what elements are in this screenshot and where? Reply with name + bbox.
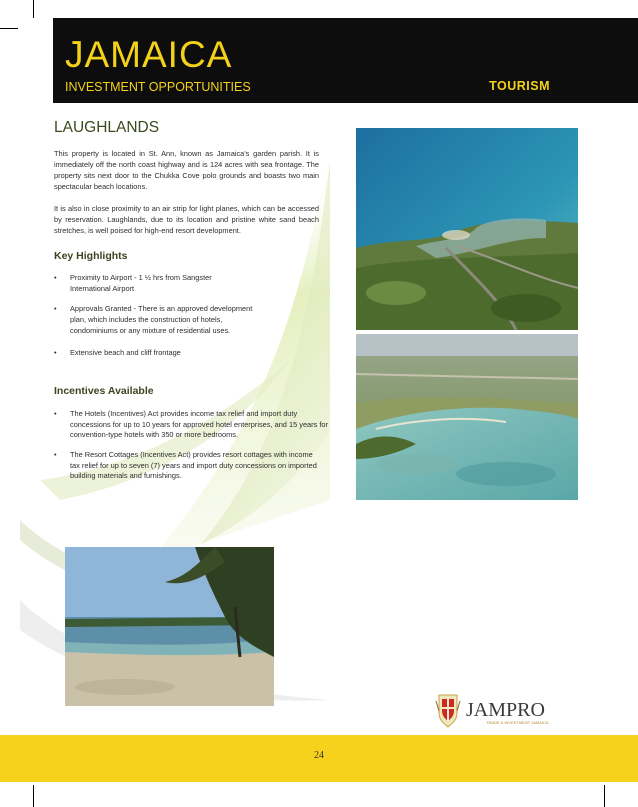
list-item: • Approvals Granted - There is an approved development plan, which includes the construction of hotels, condominiums or any mixture of residential uses. bbox=[54, 304, 253, 336]
beach-photo bbox=[65, 547, 274, 706]
property-heading: LAUGHLANDS bbox=[54, 119, 160, 136]
list-item: • Proximity to Airport - 1 ½ hrs from Sangster International Airport bbox=[54, 273, 240, 294]
aerial-bay-photo bbox=[356, 334, 578, 500]
footer-bar bbox=[0, 735, 638, 782]
header-bar bbox=[53, 18, 638, 103]
page-number: 24 bbox=[314, 750, 324, 761]
list-item: • The Resort Cottages (Incentives Act) provides resort cottages with income tax relief for up to seven (7) years and import duty concessions on imported building materials and furnishings. bbox=[54, 450, 320, 482]
main-content bbox=[54, 119, 328, 482]
list-item: • Extensive beach and cliff frontage bbox=[54, 348, 319, 359]
highlights-list bbox=[54, 273, 319, 358]
logo-wordmark: JAMPRO bbox=[466, 699, 545, 721]
incentives-heading: Incentives Available bbox=[54, 385, 154, 398]
page-title: JAMAICA bbox=[65, 34, 233, 75]
intro-paragraph: This property is located in St. Ann, known as Jamaica's garden parish. It is immediately off the north coast highway and is 124 acres with sea frontage. The property sits next door to the Chukka Cove polo grounds and boasts two main spectacular beach locations. bbox=[54, 148, 319, 192]
logo-tagline: TRADE & INVESTMENT JAMAICA bbox=[486, 720, 549, 725]
incentives-list bbox=[54, 408, 328, 482]
page-subtitle: INVESTMENT OPPORTUNITIES bbox=[65, 80, 251, 94]
intro-paragraph: It is also in close proximity to an air strip for light planes, which can be accessed by reservation. Laughlands, due to its location and pristine white sand beach stretches, is well poised for high-end resort development. bbox=[54, 203, 319, 236]
aerial-coast-photo bbox=[356, 128, 578, 330]
list-item: • The Hotels (Incentives) Act provides income tax relief and import duty concessions for up to 10 years for approved hotel enterprises, and 15 years for convention-type hotels with 350 or more bedrooms. bbox=[54, 409, 332, 441]
highlights-heading: Key Highlights bbox=[54, 249, 128, 262]
section-label: TOURISM bbox=[489, 79, 550, 93]
jampro-logo bbox=[434, 691, 562, 731]
